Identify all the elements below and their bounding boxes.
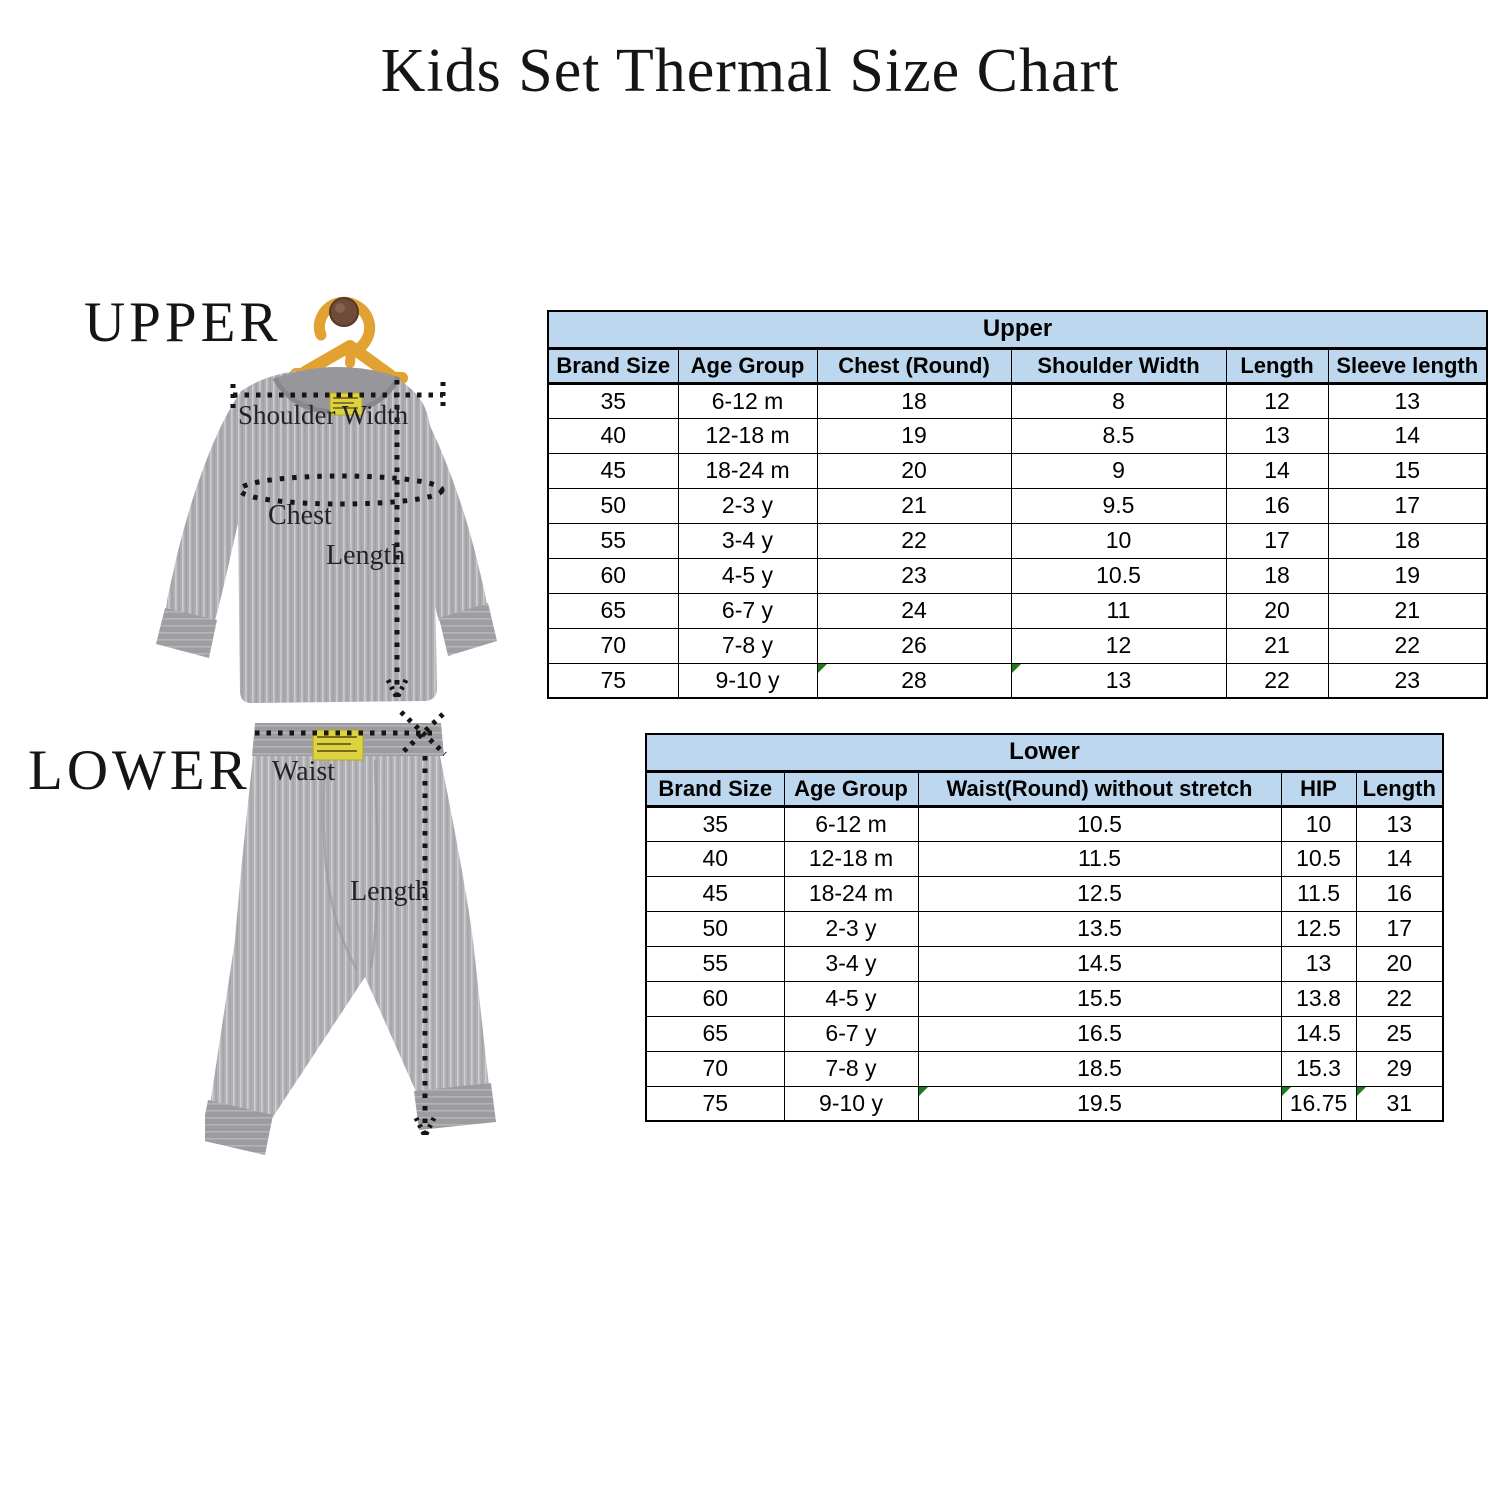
table-cell: 65	[548, 593, 678, 628]
table-cell: 6-12 m	[784, 806, 918, 841]
table-cell: 13.8	[1281, 981, 1356, 1016]
table-cell: 23	[1328, 663, 1487, 698]
table-cell: 15.5	[918, 981, 1281, 1016]
table-cell: 22	[1356, 981, 1443, 1016]
table-cell: 12	[1226, 383, 1328, 418]
table-cell: 10.5	[1011, 558, 1226, 593]
table-cell: 35	[646, 806, 784, 841]
table-cell: 24	[817, 593, 1011, 628]
table-row	[548, 488, 1487, 523]
table-cell: 12-18 m	[678, 418, 817, 453]
table-cell: 22	[1328, 628, 1487, 663]
table-cell: 70	[646, 1051, 784, 1086]
column-header: Waist(Round) without stretch	[918, 771, 1281, 806]
column-header: HIP	[1281, 771, 1356, 806]
table-cell: 11	[1011, 593, 1226, 628]
table-cell: 13	[1226, 418, 1328, 453]
upper-section-label: UPPER	[84, 291, 282, 354]
table-cell: 12	[1011, 628, 1226, 663]
table-cell: 22	[817, 523, 1011, 558]
table-row	[646, 841, 1443, 876]
column-header: Length	[1226, 348, 1328, 383]
column-header: Age Group	[784, 771, 918, 806]
column-header: Brand Size	[646, 771, 784, 806]
table-row	[548, 453, 1487, 488]
table-cell: 45	[646, 876, 784, 911]
table-cell: 9-10 y	[678, 663, 817, 698]
table-cell: 70	[548, 628, 678, 663]
table-row	[548, 593, 1487, 628]
table-cell: 4-5 y	[784, 981, 918, 1016]
table-cell: 45	[548, 453, 678, 488]
table-cell: 11.5	[1281, 876, 1356, 911]
table-cell: 6-7 y	[784, 1016, 918, 1051]
lower-table-header	[646, 771, 1443, 806]
table-cell: 40	[646, 841, 784, 876]
table-cell: 17	[1356, 911, 1443, 946]
table-cell: 16	[1356, 876, 1443, 911]
table-cell: 8.5	[1011, 418, 1226, 453]
table-cell: 22	[1226, 663, 1328, 698]
table-cell: 50	[646, 911, 784, 946]
table-cell: 18	[1226, 558, 1328, 593]
table-cell: 10.5	[918, 806, 1281, 841]
table-row	[548, 523, 1487, 558]
table-row	[646, 946, 1443, 981]
table-cell: 17	[1226, 523, 1328, 558]
table-cell: 23	[817, 558, 1011, 593]
table-cell: 18.5	[918, 1051, 1281, 1086]
table-cell: 28	[817, 663, 1011, 698]
top-length-label: Length	[326, 540, 406, 571]
table-cell: 40	[548, 418, 678, 453]
waist-label: Waist	[272, 756, 336, 787]
table-cell: 65	[646, 1016, 784, 1051]
table-cell: 3-4 y	[678, 523, 817, 558]
lower-section-label: LOWER	[28, 739, 251, 802]
table-cell: 75	[646, 1086, 784, 1121]
page-title: Kids Set Thermal Size Chart	[380, 37, 1120, 105]
upper-size-table	[547, 310, 1486, 699]
table-cell: 14	[1328, 418, 1487, 453]
table-cell: 4-5 y	[678, 558, 817, 593]
table-cell: 20	[817, 453, 1011, 488]
column-header: Age Group	[678, 348, 817, 383]
table-row	[548, 383, 1487, 418]
table-cell: 14.5	[918, 946, 1281, 981]
table-cell: 75	[548, 663, 678, 698]
table-row	[548, 663, 1487, 698]
column-header: Length	[1356, 771, 1443, 806]
table-row	[646, 1016, 1443, 1051]
table-cell: 19.5	[918, 1086, 1281, 1121]
table-cell: 10	[1281, 806, 1356, 841]
upper-table-header	[548, 348, 1487, 383]
table-cell: 6-12 m	[678, 383, 817, 418]
table-cell: 17	[1328, 488, 1487, 523]
column-header: Brand Size	[548, 348, 678, 383]
table-cell: 21	[817, 488, 1011, 523]
table-row	[646, 1051, 1443, 1086]
table-row	[548, 418, 1487, 453]
table-cell: 6-7 y	[678, 593, 817, 628]
table-cell: 15.3	[1281, 1051, 1356, 1086]
table-cell: 16.75	[1281, 1086, 1356, 1121]
table-cell: 13	[1011, 663, 1226, 698]
table-cell: 12-18 m	[784, 841, 918, 876]
table-cell: 2-3 y	[784, 911, 918, 946]
table-cell: 9	[1011, 453, 1226, 488]
table-cell: 14	[1226, 453, 1328, 488]
chest-label: Chest	[268, 500, 332, 531]
table-cell: 16.5	[918, 1016, 1281, 1051]
table-cell: 29	[1356, 1051, 1443, 1086]
table-cell: 7-8 y	[784, 1051, 918, 1086]
lower-table-body	[646, 806, 1443, 1121]
table-cell: 25	[1356, 1016, 1443, 1051]
table-cell: 13.5	[918, 911, 1281, 946]
table-cell: 21	[1328, 593, 1487, 628]
table-cell: 16	[1226, 488, 1328, 523]
table-cell: 3-4 y	[784, 946, 918, 981]
table-cell: 20	[1226, 593, 1328, 628]
upper-table-body	[548, 383, 1487, 698]
table-row	[646, 1086, 1443, 1121]
table-row	[548, 558, 1487, 593]
column-header: Sleeve length	[1328, 348, 1487, 383]
hanger-icon	[296, 298, 402, 378]
upper-table-title: Upper	[548, 311, 1487, 348]
thermal-bottom-image	[205, 690, 545, 1190]
table-cell: 10	[1011, 523, 1226, 558]
table-cell: 18-24 m	[784, 876, 918, 911]
table-row	[646, 981, 1443, 1016]
table-cell: 26	[817, 628, 1011, 663]
table-cell: 21	[1226, 628, 1328, 663]
table-row	[646, 876, 1443, 911]
column-header: Shoulder Width	[1011, 348, 1226, 383]
table-cell: 18-24 m	[678, 453, 817, 488]
table-cell: 11.5	[918, 841, 1281, 876]
table-cell: 31	[1356, 1086, 1443, 1121]
lower-size-table	[645, 733, 1442, 1122]
table-cell: 20	[1356, 946, 1443, 981]
table-cell: 55	[646, 946, 784, 981]
column-header: Chest (Round)	[817, 348, 1011, 383]
table-cell: 12.5	[1281, 911, 1356, 946]
table-cell: 2-3 y	[678, 488, 817, 523]
bottom-length-label: Length	[350, 876, 430, 907]
table-cell: 15	[1328, 453, 1487, 488]
thermal-top-image	[140, 268, 530, 728]
table-cell: 8	[1011, 383, 1226, 418]
lower-table-title: Lower	[646, 734, 1443, 771]
pants-body	[210, 756, 489, 1120]
table-cell: 35	[548, 383, 678, 418]
table-cell: 7-8 y	[678, 628, 817, 663]
table-row	[646, 806, 1443, 841]
table-cell: 10.5	[1281, 841, 1356, 876]
table-row	[548, 628, 1487, 663]
table-cell: 13	[1281, 946, 1356, 981]
table-cell: 18	[1328, 523, 1487, 558]
table-cell: 60	[646, 981, 784, 1016]
table-cell: 14	[1356, 841, 1443, 876]
table-cell: 13	[1328, 383, 1487, 418]
table-cell: 55	[548, 523, 678, 558]
table-cell: 9.5	[1011, 488, 1226, 523]
table-row	[646, 911, 1443, 946]
table-cell: 12.5	[918, 876, 1281, 911]
table-cell: 9-10 y	[784, 1086, 918, 1121]
table-cell: 13	[1356, 806, 1443, 841]
table-cell: 18	[817, 383, 1011, 418]
table-cell: 50	[548, 488, 678, 523]
table-cell: 60	[548, 558, 678, 593]
shoulder-width-label: Shoulder Width	[238, 400, 409, 430]
table-cell: 19	[1328, 558, 1487, 593]
table-cell: 19	[817, 418, 1011, 453]
table-cell: 14.5	[1281, 1016, 1356, 1051]
